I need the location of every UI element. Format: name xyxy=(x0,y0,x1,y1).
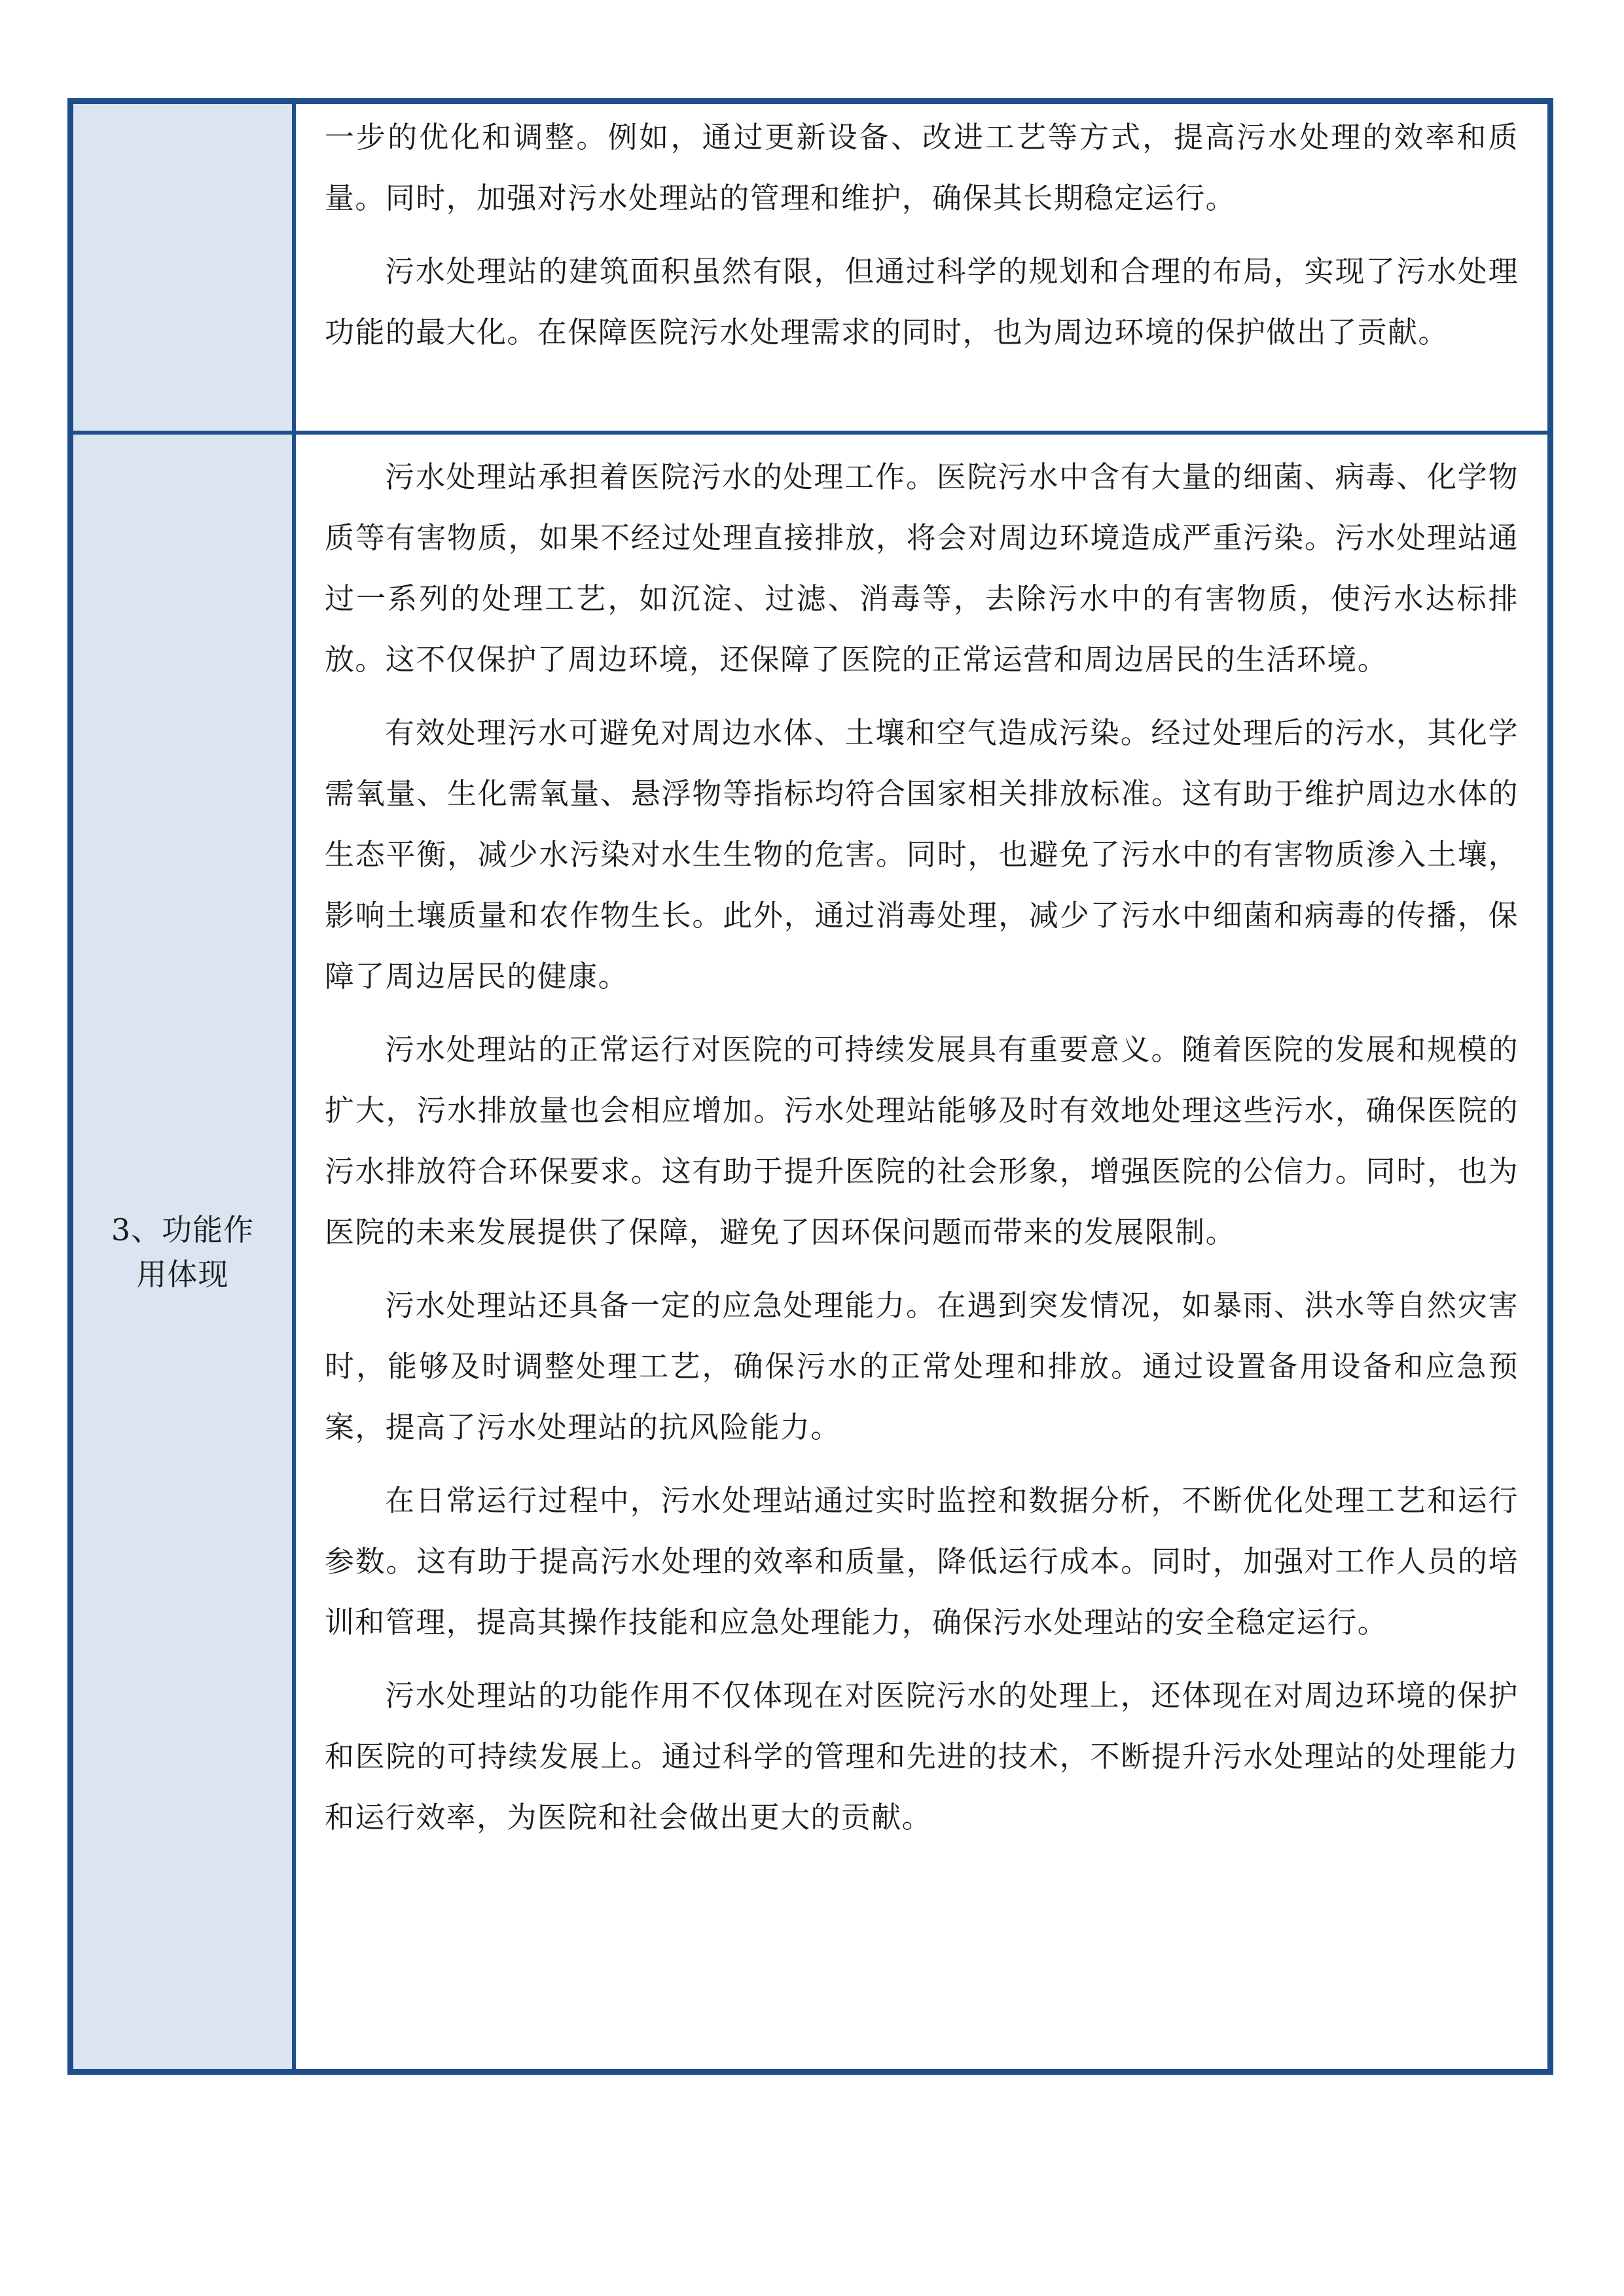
row-content-cell xyxy=(296,435,1547,2069)
paragraph: 在日常运行过程中，污水处理站通过实时监控和数据分析，不断优化处理工艺和运行参数。这有助于提高污水处理的效率和质量，降低运行成本。同时，加强对工作人员的培训和管理，提高其操作技能和应急处理能力，确保污水处理站的安全稳定运行。 xyxy=(325,1483,1519,1640)
section-label: 3、功能作用体现 xyxy=(111,1211,255,1292)
paragraph: 污水处理站的建筑面积虽然有限，但通过科学的规划和合理的布局，实现了污水处理功能的最大化。在保障医院污水处理需求的同时，也为周边环境的保护做出了贡献。 xyxy=(325,254,1519,350)
paragraph: 有效处理污水可避免对周边水体、土壤和空气造成污染。经过处理后的污水，其化学需氧量、生化需氧量、悬浮物等指标均符合国家相关排放标准。这有助于维护周边水体的生态平衡，减少水污染对水生生物的危害。同时，也避免了污水中的有害物质渗入土壤，影响土壤质量和农作物生长。此外，通过消毒处理，减少了污水中细菌和病毒的传播，保障了周边居民的健康。 xyxy=(325,715,1519,994)
row-content-cell xyxy=(296,104,1547,431)
paragraph: 污水处理站的功能作用不仅体现在对医院污水的处理上，还体现在对周边环境的保护和医院的可持续发展上。通过科学的管理和先进的技术，不断提升污水处理站的处理能力和运行效率，为医院和社会做出更大的贡献。 xyxy=(325,1678,1519,1835)
table-row-function xyxy=(73,435,1547,2069)
paragraph: 污水处理站还具备一定的应急处理能力。在遇到突发情况，如暴雨、洪水等自然灾害时，能够及时调整处理工艺，确保污水的正常处理和排放。通过设置备用设备和应急预案，提高了污水处理站的抗风险能力。 xyxy=(325,1288,1519,1444)
paragraph: 污水处理站的正常运行对医院的可持续发展具有重要意义。随着医院的发展和规模的扩大，污水排放量也会相应增加。污水处理站能够及时有效地处理这些污水，确保医院的污水排放符合环保要求。这有助于提升医院的社会形象，增强医院的公信力。同时，也为医院的未来发展提供了保障，避免了因环保问题而带来的发展限制。 xyxy=(325,1032,1519,1249)
paragraph: 污水处理站承担着医院污水的处理工作。医院污水中含有大量的细菌、病毒、化学物质等有害物质，如果不经过处理直接排放，将会对周边环境造成严重污染。污水处理站通过一系列的处理工艺，如沉淀、过滤、消毒等，去除污水中的有害物质，使污水达标排放。这不仅保护了周边环境，还保障了医院的正常运营和周边居民的生活环境。 xyxy=(325,459,1519,677)
table-row-continued xyxy=(73,104,1547,435)
row-label-cell xyxy=(73,435,296,2069)
paragraph: 一步的优化和调整。例如，通过更新设备、改进工艺等方式，提高污水处理的效率和质量。同时，加强对污水处理站的管理和维护，确保其长期稳定运行。 xyxy=(325,120,1519,215)
row-label-cell xyxy=(73,104,296,431)
document-table xyxy=(67,98,1553,2075)
